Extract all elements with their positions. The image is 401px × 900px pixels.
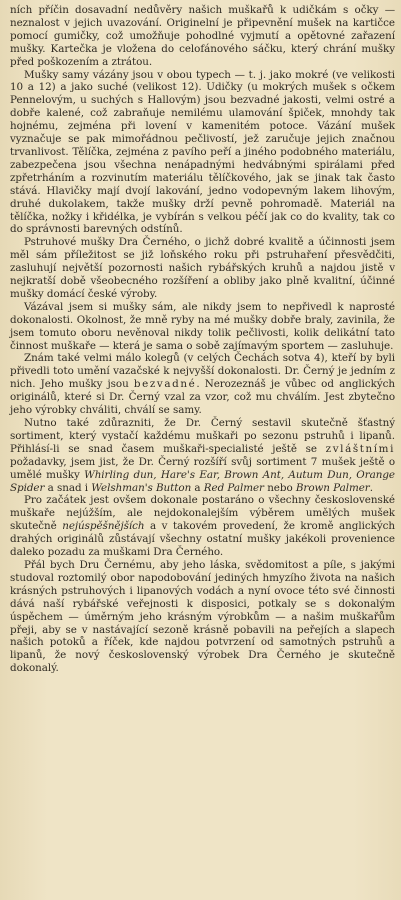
paragraph-8: Přál bych Dru Černému, aby jeho láska, svědomitost a píle, s jakými studoval roztomilý obor napodobování jediných hmyzího života na našich krásných pstruhových i lipanových vodách a nyní ovoce této své činnosti dává naší rybářské veřejnosti k disposici, potkaly se s dokonalým úspěchem — úměrným jeho krásným výrobkům — a našim muškařům přeji, aby se v nastávající sezoně krásně pobavili na peřejích a slapech našich potoků a říček, kde najdou potvrzení od samotných pstruhů a lipanů, že nový československý výrobek Dra Černého je skutečně dokonalý. <box>10 558 395 675</box>
emphasis-zvlastnimi: zvláštními <box>325 442 395 455</box>
paragraph-2: Mušky samy vázány jsou v obou typech — t. j. jako mokré (ve velikosti 10 a 12) a jako suché (velikost 12). Udičky (u mokrých mušek s očkem Pennelovým, u suchých s Hallovým) jsou bezvadné jakosti, velmi ostré a dobře kalené, což zabraňuje nemilému ulamování špiček, mnohdy tak hojnému, zejména při lovení v kamenitém potoce. Vázání mušek vyznačuje se pak mimořádnou pečlivostí, jež zaručuje jejich značnou trvanlivost. Tělíčka, zejména z pavího peří a jiného podobného materiálu, zabezpečena jsou všechna nenápadnými hedvábnými spirálami před zpřetrháním a rozvinutím materiálu tělíčkového, jak se jinak tak často stává. Hlavičky mají dvojí lakování, jedno vodopevným lakem lihovým, druhé dukolakem, takže mušky drží pevně pohromadě. Materiál na tělíčka, nožky i křidélka, je vybírán s velkou péčí jak co do kvality, tak co do správnosti barevných odstínů. <box>10 68 395 236</box>
paragraph-3: Pstruhové mušky Dra Černého, o jichž dobré kvalitě a účinnosti jsem měl sám příležitost se již loňského roku při pstruhaření přesvědčiti, zasluhují největší pozornosti našich rybářských kruhů a najdou jistě v nejkratší době všeobecného rozšíření a obliby jako plně kvalitní, účinné mušky domácí české výroby. <box>10 236 395 300</box>
paragraph-6-text-c: a snad i <box>44 481 92 494</box>
paragraph-4: Vázával jsem si mušky sám, ale nikdy jsem to nepřivedl k naprosté dokonalosti. Okolnost, že mně ryby na mé mušky dobře braly, zavinila, že jsem tomuto oboru nevěnoval nikdy tolik pečlivosti, kolik delikátní tato činnost muškaře — která je sama o sobě zajímavým sportem — zasluhuje. <box>10 300 395 352</box>
paragraph-5-text-a: Znám také velmi málo kolegů (v celých Čechách sotva 4), kteří by byli přivedli toto umění vazačské k nejvyšší dokonalosti. Dr. Černý je jedním z nich. Jeho mušky jsou <box>10 352 395 391</box>
paragraph-7-text-a: Pro začátek jest ovšem dokonale postaráno o všechny československé muškaře nejúžším, ale nejdokonalejším výběrem umělých mušek skutečně <box>10 494 395 533</box>
paragraph-5 <box>10 352 395 417</box>
paragraph-6-text-d: a <box>191 481 204 494</box>
fly-name-welshmans-button: Welshman's Button <box>91 481 192 494</box>
paragraph-6-text-b: požadavky, jsem jist, že Dr. Černý rozšíří svůj sortiment 7 mušek ještě o umělé mušky <box>10 455 395 481</box>
emphasis-nejuspesnejsich: nejúspěšnějších <box>62 520 145 533</box>
paragraph-6-text-f: . <box>369 481 373 494</box>
emphasis-bezvadne: bezvadné <box>133 378 197 391</box>
paragraph-6-text-e: nebo <box>263 481 296 494</box>
paragraph-1: ních příčin dosavadní nedůvěry našich muškařů k udičkám s očky — neznalost v jejich uvazování. Originelní je připevnění mušek na kartičce pomocí gumičky, což umožňuje pohodlné vyjmutí a opětovné zařazení mušky. Kartečka je vložena do celofánového sáčku, který chrání mušky před poškozením a ztrátou. <box>10 4 395 68</box>
fly-name-red-palmer: Red Palmer <box>203 481 264 494</box>
fly-name-brown-palmer: Brown Palmer <box>295 481 370 494</box>
paragraph-6-text-a: Nutno také zdůrazniti, že Dr. Černý sestavil skutečně šťastný sortiment, který vystačí každému muškaři po sezonu pstruhů i lipanů. Přihlásí-li se snad časem muškaři-specialisté ještě se <box>10 417 395 455</box>
paragraph-6 <box>10 417 395 494</box>
paragraph-7 <box>10 494 395 559</box>
paragraph-5-text-b: . Nerozeznáš je vůbec od anglických originálů, které si Dr. Černý vzal za vzor, což mu chválím. Jest zbytečno jeho výrobky chváliti, chválí se samy. <box>10 378 396 417</box>
paragraph-7-text-b: a v takovém provedení, že kromě anglických drahých originálů zůstávají všechny ostatní mušky jakékoli provenience daleko pozadu za muškami Dra Černého. <box>10 520 395 559</box>
fly-names-list: Whirling dun, Hare's Ear, Brown Ant, Autum Dun, Orange Spider <box>10 468 395 494</box>
